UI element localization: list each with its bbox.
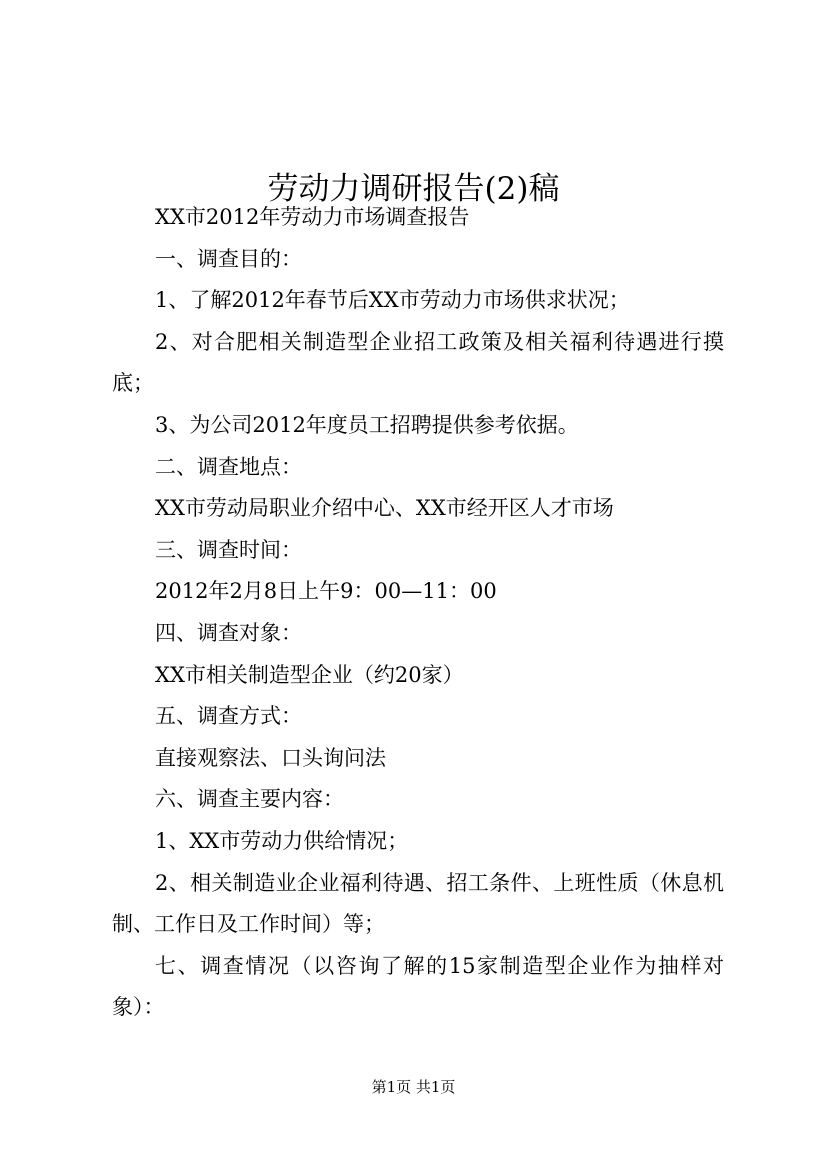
purpose-item-1: 1、了解2012年春节后XX市劳动力市场供求状况； <box>155 288 630 313</box>
section-heading-findings: 七、调查情况（以咨询了解的15家制造型企业作为抽样对象）： <box>112 953 724 1020</box>
section-heading-purpose: 一、调查目的： <box>155 246 302 271</box>
content-item-1: 1、XX市劳动力供给情况； <box>155 828 409 853</box>
subject-text: XX市相关制造型企业（约20家） <box>155 662 464 687</box>
method-text: 直接观察法、口头询问法 <box>155 745 386 770</box>
time-text: 2012年2月8日上午9：00—11：00 <box>155 579 497 604</box>
report-heading: XX市2012年劳动力市场调查报告 <box>155 205 470 229</box>
section-heading-content: 六、调查主要内容： <box>155 787 344 812</box>
document-body <box>112 197 724 1029</box>
section-heading-method: 五、调查方式： <box>155 704 302 729</box>
document-title: 劳动力调研报告(2)稿 <box>267 170 560 207</box>
content-item-2: 2、相关制造业企业福利待遇、招工条件、上班性质（休息机制、工作日及工作时间）等； <box>112 870 724 937</box>
page-footer: 第1页 共1页 <box>371 1078 456 1096</box>
purpose-item-3: 3、为公司2012年度员工招聘提供参考依据。 <box>155 412 579 437</box>
section-heading-time: 三、调查时间： <box>155 537 302 562</box>
section-heading-location: 二、调查地点： <box>155 454 302 479</box>
location-text: XX市劳动局职业介绍中心、XX市经开区人才市场 <box>155 496 614 521</box>
section-heading-subject: 四、调查对象： <box>155 620 302 645</box>
purpose-item-2: 2、对合肥相关制造型企业招工政策及相关福利待遇进行摸底； <box>112 329 724 396</box>
